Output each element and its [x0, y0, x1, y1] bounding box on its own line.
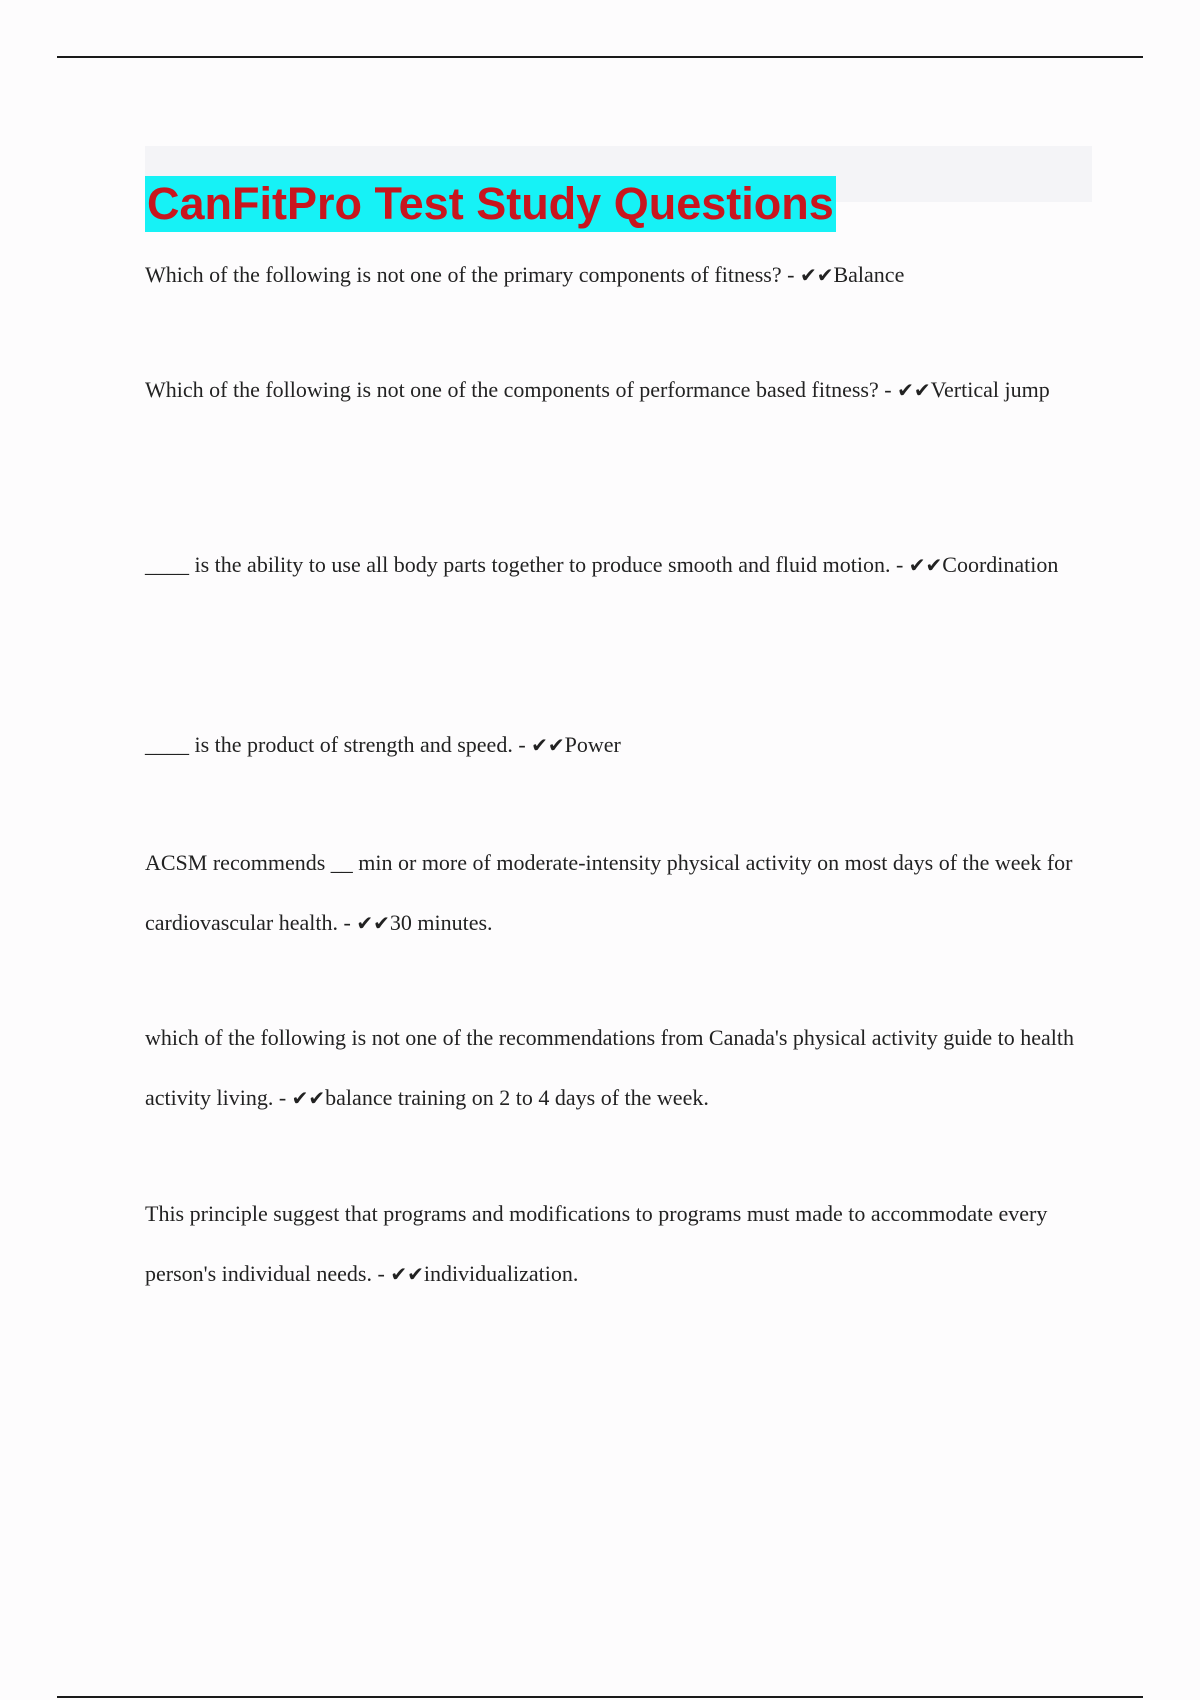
double-check-icon: ✔✔: [799, 263, 834, 287]
answer-text: individualization.: [423, 1261, 579, 1286]
question-text: ____ is the product of strength and speed.: [145, 732, 513, 757]
separator: -: [512, 732, 532, 757]
separator: -: [781, 262, 800, 287]
question-text: Which of the following is not one of the components of performance based fitness?: [145, 377, 879, 402]
separator: -: [338, 910, 357, 935]
qa-item-1: [145, 245, 1085, 305]
top-rule: [57, 56, 1143, 58]
question-text: Which of the following is not one of the primary components of fitness?: [145, 262, 782, 287]
question-text: ACSM recommends __ min or more of moderate-intensity physical activity on most days of the week for cardiovascular health.: [145, 850, 1073, 935]
answer-text: Coordination: [942, 552, 1059, 577]
answer-text: Power: [564, 732, 621, 757]
double-check-icon: ✔✔: [897, 378, 931, 402]
answer-text: 30 minutes.: [389, 910, 493, 935]
question-text: which of the following is not one of the recommendations from Canada's physical activity guide to health activity living.: [145, 1025, 1074, 1110]
double-check-icon: ✔✔: [291, 1086, 326, 1110]
qa-item-7: [145, 1184, 1085, 1304]
qa-item-2: [145, 360, 1085, 420]
answer-text: Balance: [833, 262, 905, 287]
qa-item-3: [145, 535, 1085, 595]
separator: -: [878, 377, 898, 402]
separator: -: [273, 1085, 292, 1110]
separator: -: [371, 1261, 391, 1286]
question-text: ____ is the ability to use all body parts together to produce smooth and fluid motion.: [145, 552, 891, 577]
separator: -: [890, 552, 909, 577]
question-text: This principle suggest that programs and modifications to programs must made to accommodate every person's individual needs.: [145, 1201, 1048, 1286]
qa-item-6: [145, 1008, 1085, 1128]
double-check-icon: ✔✔: [908, 553, 943, 577]
answer-text: balance training on 2 to 4 days of the week.: [325, 1085, 709, 1110]
double-check-icon: ✔✔: [531, 733, 565, 757]
double-check-icon: ✔✔: [356, 911, 390, 935]
answer-text: Vertical jump: [930, 377, 1050, 402]
document-title: CanFitPro Test Study Questions: [145, 176, 836, 232]
double-check-icon: ✔✔: [390, 1262, 424, 1286]
qa-item-4: [145, 715, 1085, 775]
qa-item-5: [145, 833, 1085, 953]
bottom-rule: [57, 1696, 1143, 1698]
